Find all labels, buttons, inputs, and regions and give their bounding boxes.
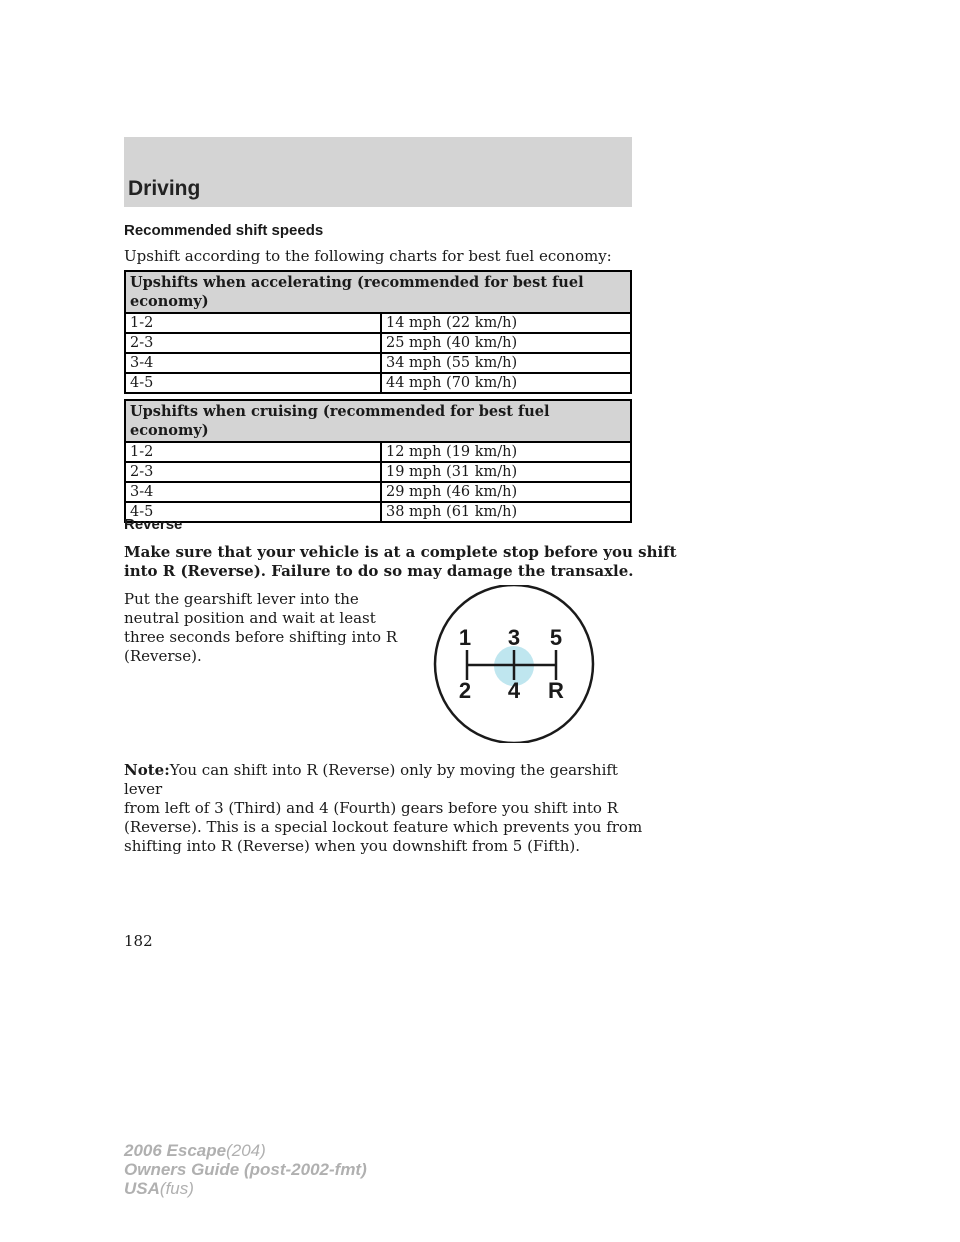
table-row: 4-5 38 mph (61 km/h): [125, 502, 631, 522]
table-row: 2-3 19 mph (31 km/h): [125, 462, 631, 482]
table-row: 2-3 25 mph (40 km/h): [125, 333, 631, 353]
reverse-heading: Reverse: [124, 516, 183, 533]
section-title: Driving: [128, 177, 201, 200]
gear-4-label: 4: [507, 678, 521, 703]
gear-3-label: 3: [507, 625, 521, 650]
table-row: 4-5 44 mph (70 km/h): [125, 373, 631, 393]
shift-speeds-heading: Recommended shift speeds: [124, 222, 324, 239]
reverse-instructions: Put the gearshift lever into the neutral position and wait at least three seconds before shifting into R (Reverse).: [124, 590, 398, 665]
table-row: 1-2 14 mph (22 km/h): [125, 313, 631, 333]
gear-2-label: 2: [458, 678, 472, 703]
section-header-bar: [124, 137, 632, 207]
accelerating-table-header: Upshifts when accelerating (recommended for best fuel economy): [125, 271, 631, 313]
table-row: 3-4 29 mph (46 km/h): [125, 482, 631, 502]
gear-1-label: 1: [458, 625, 472, 650]
gear-r-label: R: [548, 678, 564, 703]
gearshift-pattern-diagram: [432, 585, 596, 743]
accelerating-table: [124, 270, 632, 394]
cruising-table: [124, 399, 632, 523]
cruising-table-header: Upshifts when cruising (recommended for best fuel economy): [125, 400, 631, 442]
note-label: Note:: [124, 761, 170, 779]
table-row: 3-4 34 mph (55 km/h): [125, 353, 631, 373]
page-number: 182: [124, 932, 153, 950]
document-footer: 2006 Escape(204) Owners Guide (post-2002-fmt) USA(fus): [124, 1141, 367, 1198]
shift-speeds-intro: Upshift according to the following charts for best fuel economy:: [124, 247, 612, 265]
gear-5-label: 5: [549, 625, 563, 650]
table-row: 1-2 12 mph (19 km/h): [125, 442, 631, 462]
reverse-warning: Make sure that your vehicle is at a complete stop before you shift into R (Reverse). Failure to do so may damage the transaxle.: [124, 543, 677, 580]
reverse-note: Note:You can shift into R (Reverse) only by moving the gearshift lever from left of 3 (Third) and 4 (Fourth) gears before you shift into R (Reverse). This is a special lockout feature which prevents you from shifting into R (Reverse) when you downshift from 5 (Fifth).: [124, 761, 643, 855]
